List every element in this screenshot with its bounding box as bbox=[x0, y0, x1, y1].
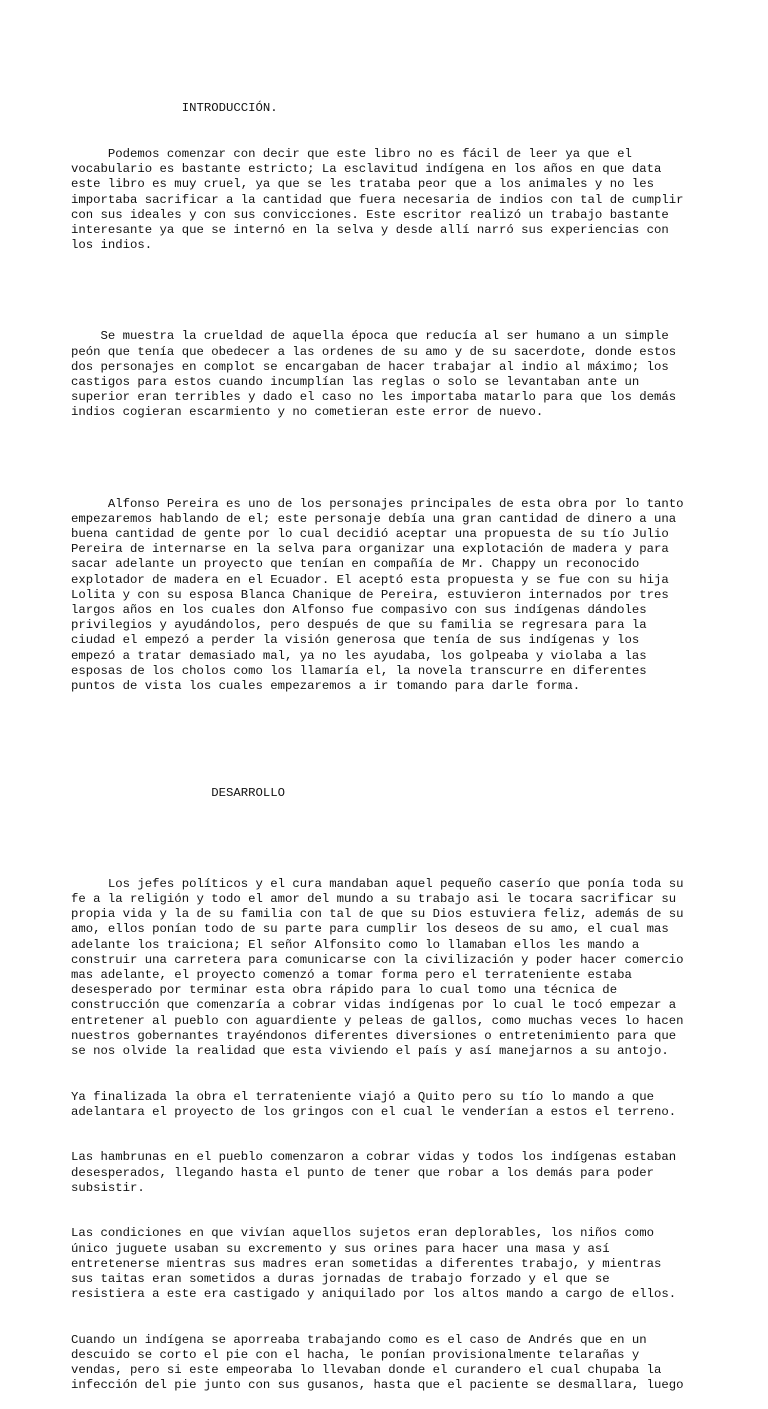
intro-paragraph-2: Se muestra la crueldad de aquella época que reducía al ser humano a un simple peón que tenía que obedecer a las ordenes de su amo y de su sacerdote, donde estos dos personajes en complot se encargaban de hacer trabajar al indio al máximo; los castigos para estos cuando incumplían las reglas o solo se levantaban ante un superior eran terribles y dado el caso no les importaba matarlo para que los demás indios cogieran escarmiento y no cometieran este error de nuevo. bbox=[71, 329, 677, 420]
desarrollo-paragraph-3: Las hambrunas en el pueblo comenzaron a cobrar vidas y todos los indígenas estaban desesperados, llegando hasta el punto de tener que robar a los demás para poder subsistir. bbox=[71, 1150, 677, 1195]
section-spacer bbox=[71, 725, 731, 755]
desarrollo-paragraph-5: Cuando un indígena se aporreaba trabajando como es el caso de Andrés que en un descuido se corto el pie con el hacha, le ponían provisionalmente telarañas y vendas, pero si este empeoraba lo llevaban donde el curandero el cual chupaba la infección del pie junto con sus gusanos, hasta que el paciente se desmallara, luego bbox=[71, 1332, 684, 1393]
document-page bbox=[71, 71, 731, 1409]
desarrollo-paragraph-1: Los jefes políticos y el cura mandaban aquel pequeño caserío que ponía toda su fe a la religión y todo el amor del mundo a su trabajo asi le tocara sacrificar su propia vida y la de su familia con tal de que su Dios estuviera feliz, además de su amo, ellos ponían todo de su parte para cumplir los deseos de su amo, el cual mas adelante los traiciona; El señor Alfonsito como lo llamaban ellos les mando a construir una carretera para comunicarse con la civilización y poder hacer comercio mas adelante, el proyecto comenzó a tomar forma pero el terrateniente estaba desesperado por terminar esta obra rápido para lo cual tomo una técnica de construcción que comenzaría a cobrar vidas indígenas por lo cual le tocó empezar a entretener al pueblo con aguardiente y peleas de gallos, como muchas veces lo hacen nuestros gobernantes trayéndonos diferentes diversiones o entretenimiento para que se nos olvide la realidad que esta viviendo el país y así manejarnos a su antojo. bbox=[71, 876, 684, 1058]
paragraph-spacer bbox=[71, 831, 731, 846]
intro-paragraph-1: Podemos comenzar con decir que este libro no es fácil de leer ya que el vocabulario es bastante estricto; La esclavitud indígena en los años en que data este libro es muy cruel, ya que se les trataba peor que a los animales y no les importaba sacrificar a la cantidad que fuera necesaria de indios con tal de cumplir con sus ideales y con sus convicciones. Este escritor realizó un trabajo bastante interesante ya que se internó en la selva y desde allí narró sus experiencias con los indios. bbox=[71, 147, 684, 253]
paragraph-spacer bbox=[71, 451, 731, 466]
desarrollo-paragraph-4: Las condiciones en que vivían aquellos sujetos eran deplorables, los niños como único juguete usaban su excremento y sus orines para hacer una masa y así entretenerse mientras sus madres eran sometidas a diferentes trabajo, y mientras sus taitas eran sometidos a duras jornadas de trabajo forzado y el que se resistiera a este era castigado y aniquilado por los altos mando a cargo de ellos. bbox=[71, 1226, 677, 1302]
paragraph-spacer bbox=[71, 284, 731, 299]
desarrollo-heading: DESARROLLO bbox=[71, 785, 286, 800]
desarrollo-paragraph-2: Ya finalizada la obra el terrateniente viajó a Quito pero su tío lo mando a que adelantara el proyecto de los gringos con el cual le venderían a estos el terreno. bbox=[71, 1089, 677, 1119]
intro-heading: INTRODUCCIÓN. bbox=[71, 101, 278, 116]
intro-paragraph-3: Alfonso Pereira es uno de los personajes principales de esta obra por lo tanto empezaremos hablando de el; este personaje debía una gran cantidad de dinero a una buena cantidad de gente por lo cual decidió aceptar una propuesta de su tío Julio Pereira de internarse en la selva para organizar una explotación de madera y para sacar adelante un proyecto que tenían en compañía de Mr. Chappy un reconocido explotador de madera en el Ecuador. El aceptó esta propuesta y se fue con su hija Lolita y con su esposa Blanca Chanique de Pereira, estuvieron internados por tres largos años en los cuales don Alfonso fue compasivo con sus indígenas dándoles privilegios y ayudándolos, pero después de que su familia se regresara para la ciudad el empezó a perder la visión generosa que tenía de sus indígenas y los empezó a tratar demasiado mal, ya no les ayudaba, los golpeaba y violaba a las esposas de los cholos como los llamaría el, la novela transcurre en diferentes puntos de vista los cuales empezaremos a ir tomando para darle forma. bbox=[71, 496, 684, 694]
